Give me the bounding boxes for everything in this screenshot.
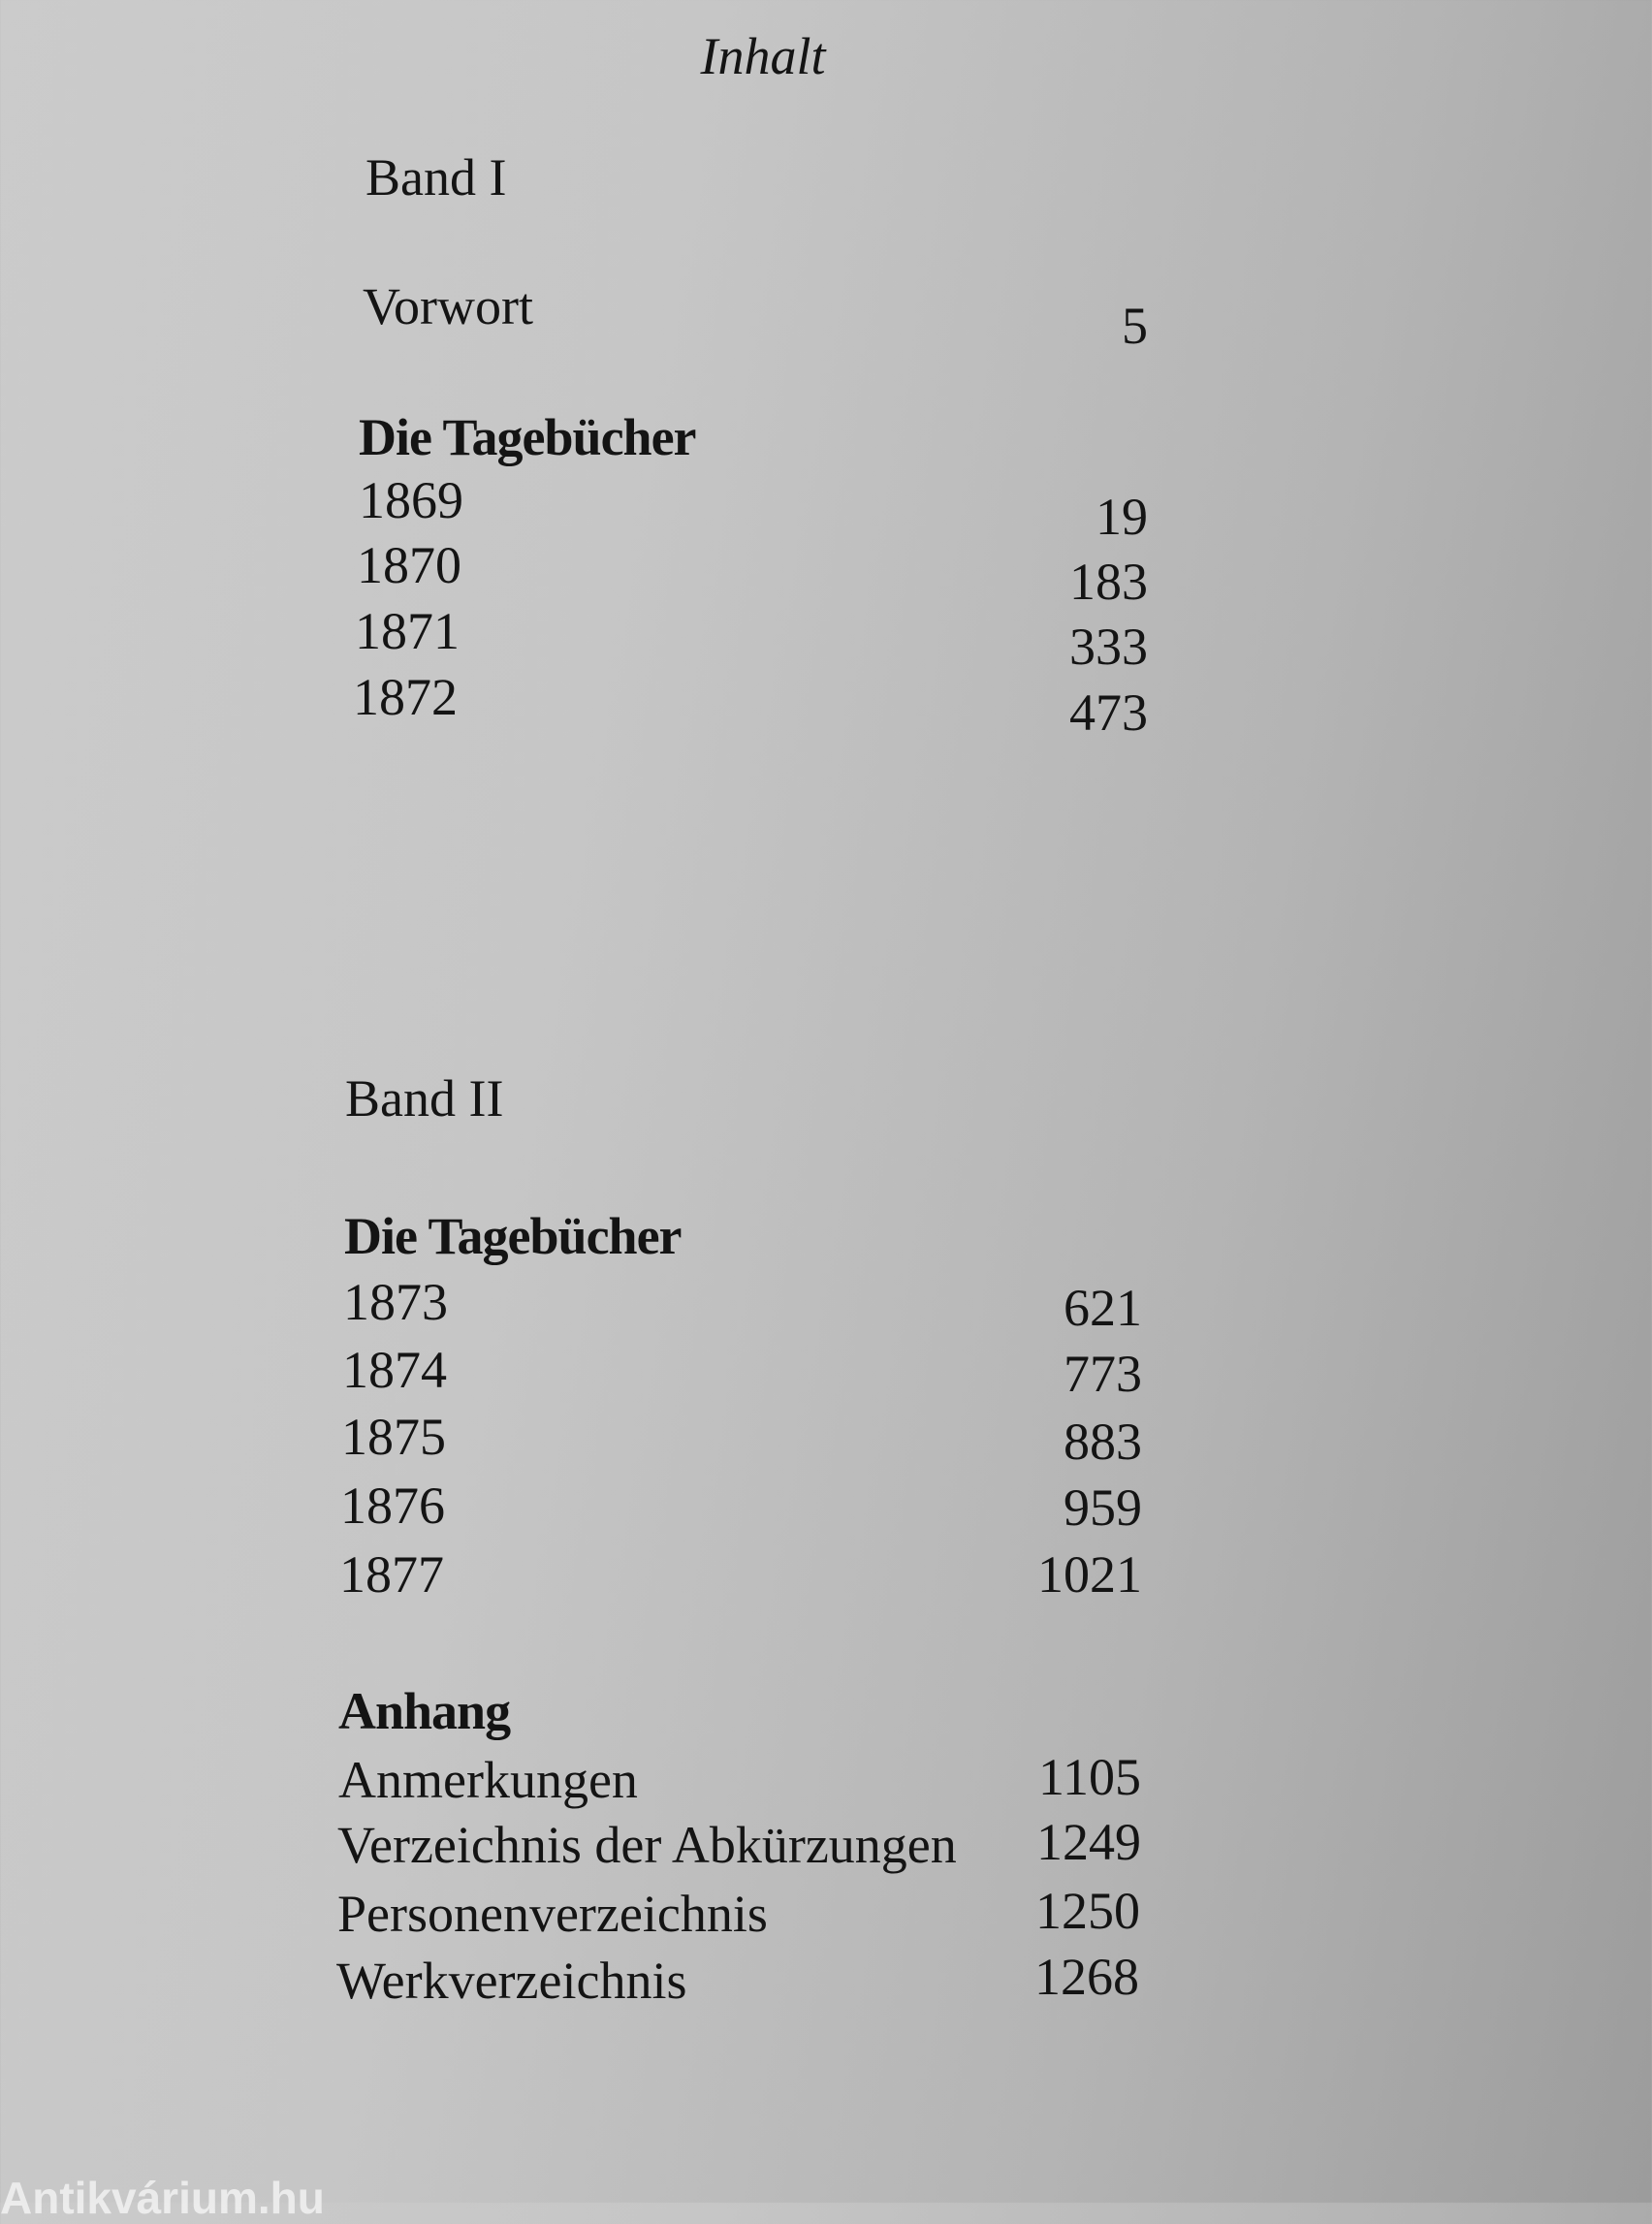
toc-page: 959 (1064, 1478, 1142, 1537)
toc-entry: Werkverzeichnis (336, 1952, 687, 2010)
section-heading-tagebuecher-1: Die Tagebücher (359, 408, 696, 466)
toc-page: 621 (1064, 1279, 1142, 1337)
toc-page: 1268 (1034, 1948, 1139, 2006)
toc-page: 473 (1069, 683, 1148, 742)
toc-entry: 1877 (339, 1545, 444, 1604)
band-1-heading: Band I (365, 148, 507, 207)
toc-page: 773 (1064, 1345, 1142, 1403)
toc-entry: 1870 (357, 536, 461, 594)
watermark: Antikvárium.hu (0, 2173, 325, 2223)
toc-page-vorwort: 5 (1122, 297, 1148, 355)
section-heading-anhang: Anhang (338, 1682, 511, 1740)
band-2-heading: Band II (345, 1069, 504, 1128)
toc-entry-vorwort: Vorwort (363, 277, 534, 335)
toc-entry: 1869 (359, 471, 463, 529)
section-heading-tagebuecher-2: Die Tagebücher (344, 1207, 682, 1265)
toc-page: 883 (1064, 1413, 1142, 1471)
page-title: Inhalt (700, 27, 826, 85)
toc-entry: Personenverzeichnis (337, 1885, 768, 1943)
toc-page: 19 (1096, 488, 1148, 546)
toc-page: 1249 (1036, 1813, 1141, 1871)
toc-page: 1250 (1035, 1882, 1140, 1940)
toc-page: 183 (1069, 553, 1148, 611)
toc-entry: Anmerkungen (338, 1751, 638, 1809)
toc-entry: 1874 (342, 1341, 447, 1399)
toc-entry: 1873 (343, 1273, 448, 1331)
toc-entry: 1876 (340, 1477, 445, 1535)
toc-entry: 1872 (353, 668, 458, 726)
toc-page: 333 (1069, 618, 1148, 676)
toc-entry: 1875 (341, 1408, 446, 1466)
toc-entry: Verzeichnis der Abkürzungen (337, 1816, 957, 1874)
toc-page: 1021 (1037, 1545, 1142, 1604)
toc-entry: 1871 (355, 602, 460, 660)
toc-page: 1105 (1038, 1748, 1141, 1806)
